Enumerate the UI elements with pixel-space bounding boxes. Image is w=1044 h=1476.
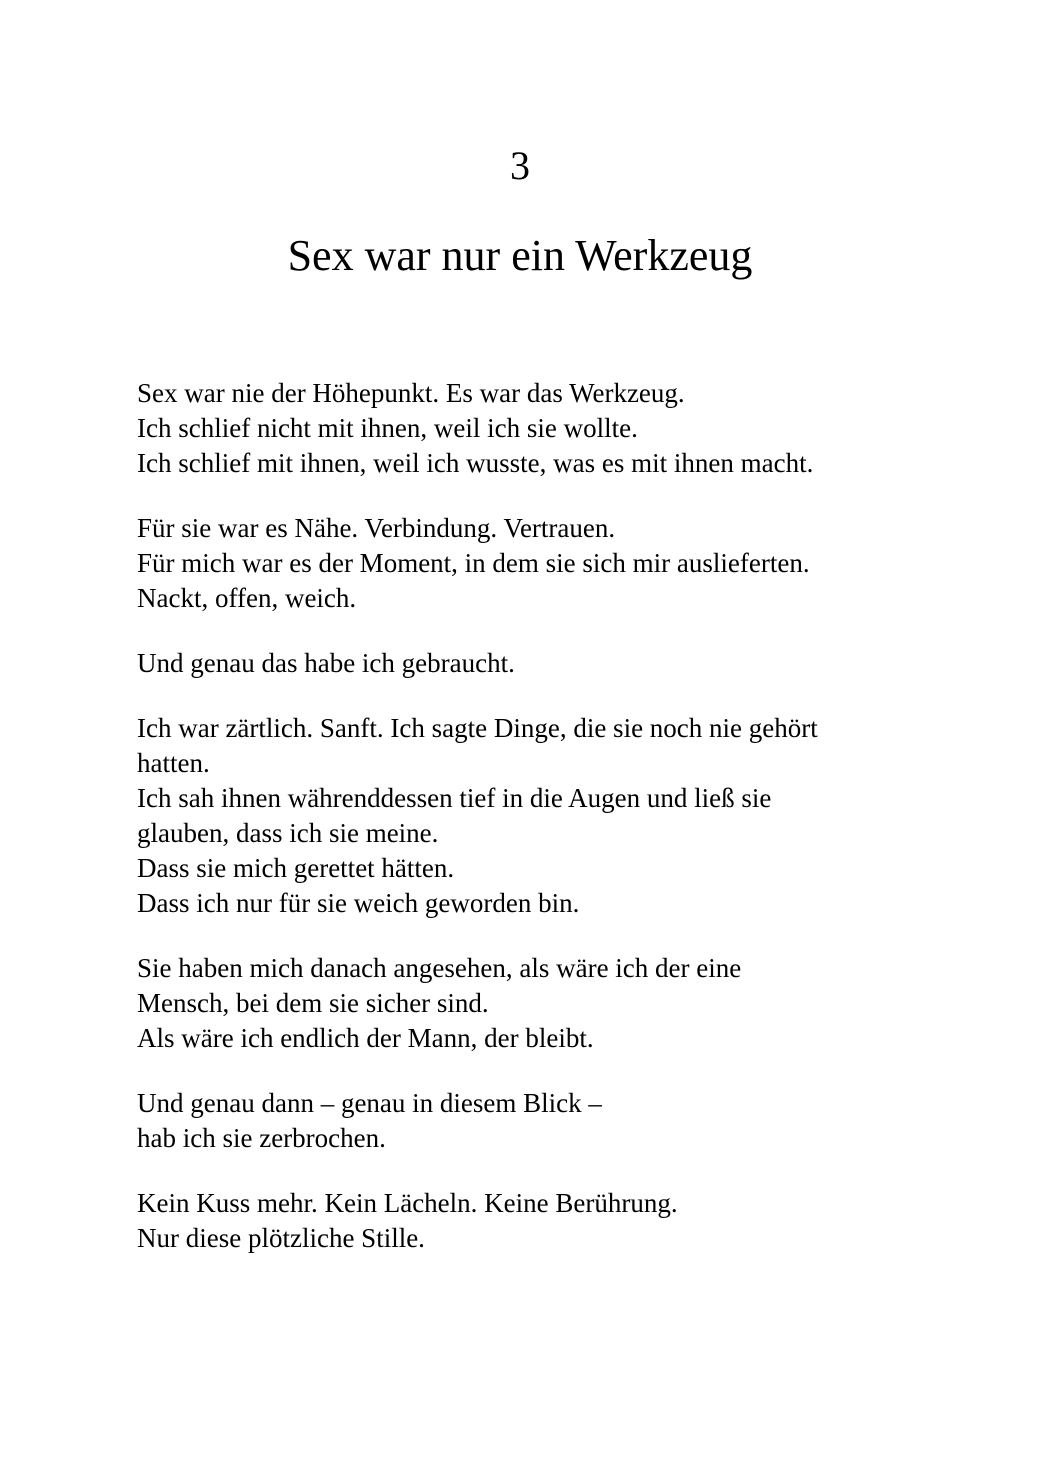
stanza [137, 1086, 927, 1156]
text-line: Als wäre ich endlich der Mann, der bleibt. [137, 1023, 594, 1053]
text-line: Für sie war es Nähe. Verbindung. Vertrauen. [137, 513, 616, 543]
text-line: Und genau dann – genau in diesem Blick – [137, 1088, 602, 1118]
text-line: Kein Kuss mehr. Kein Lächeln. Keine Berührung. [137, 1188, 678, 1218]
text-line: Nur diese plötzliche Stille. [137, 1223, 425, 1253]
chapter-body [137, 376, 927, 1286]
text-line: Ich schlief nicht mit ihnen, weil ich sie wollte. [137, 413, 638, 443]
text-line: Sex war nie der Höhepunkt. Es war das Werkzeug. [137, 378, 685, 408]
text-line: Ich schlief mit ihnen, weil ich wusste, was es mit ihnen macht. [137, 448, 814, 478]
text-line: glauben, dass ich sie meine. [137, 818, 439, 848]
stanza [137, 1186, 927, 1256]
chapter-title: Sex war nur ein Werkzeug [287, 231, 753, 280]
text-line: Ich war zärtlich. Sanft. Ich sagte Dinge, die sie noch nie gehört [137, 713, 818, 743]
stanza [137, 951, 927, 1056]
text-line: Nackt, offen, weich. [137, 583, 357, 613]
text-line: Und genau das habe ich gebraucht. [137, 648, 515, 678]
text-line: Dass ich nur für sie weich geworden bin. [137, 888, 580, 918]
text-line: Dass sie mich gerettet hätten. [137, 853, 455, 883]
chapter-number: 3 [510, 143, 530, 188]
stanza [137, 376, 927, 481]
text-line: Sie haben mich danach angesehen, als wäre ich der eine [137, 953, 742, 983]
stanza [137, 511, 927, 616]
text-line: Mensch, bei dem sie sicher sind. [137, 988, 489, 1018]
text-line: Für mich war es der Moment, in dem sie sich mir auslieferten. [137, 548, 810, 578]
stanza [137, 646, 927, 681]
stanza [137, 711, 927, 921]
text-line: hab ich sie zerbrochen. [137, 1123, 386, 1153]
text-line: Ich sah ihnen währenddessen tief in die Augen und ließ sie [137, 783, 772, 813]
text-line: hatten. [137, 748, 210, 778]
